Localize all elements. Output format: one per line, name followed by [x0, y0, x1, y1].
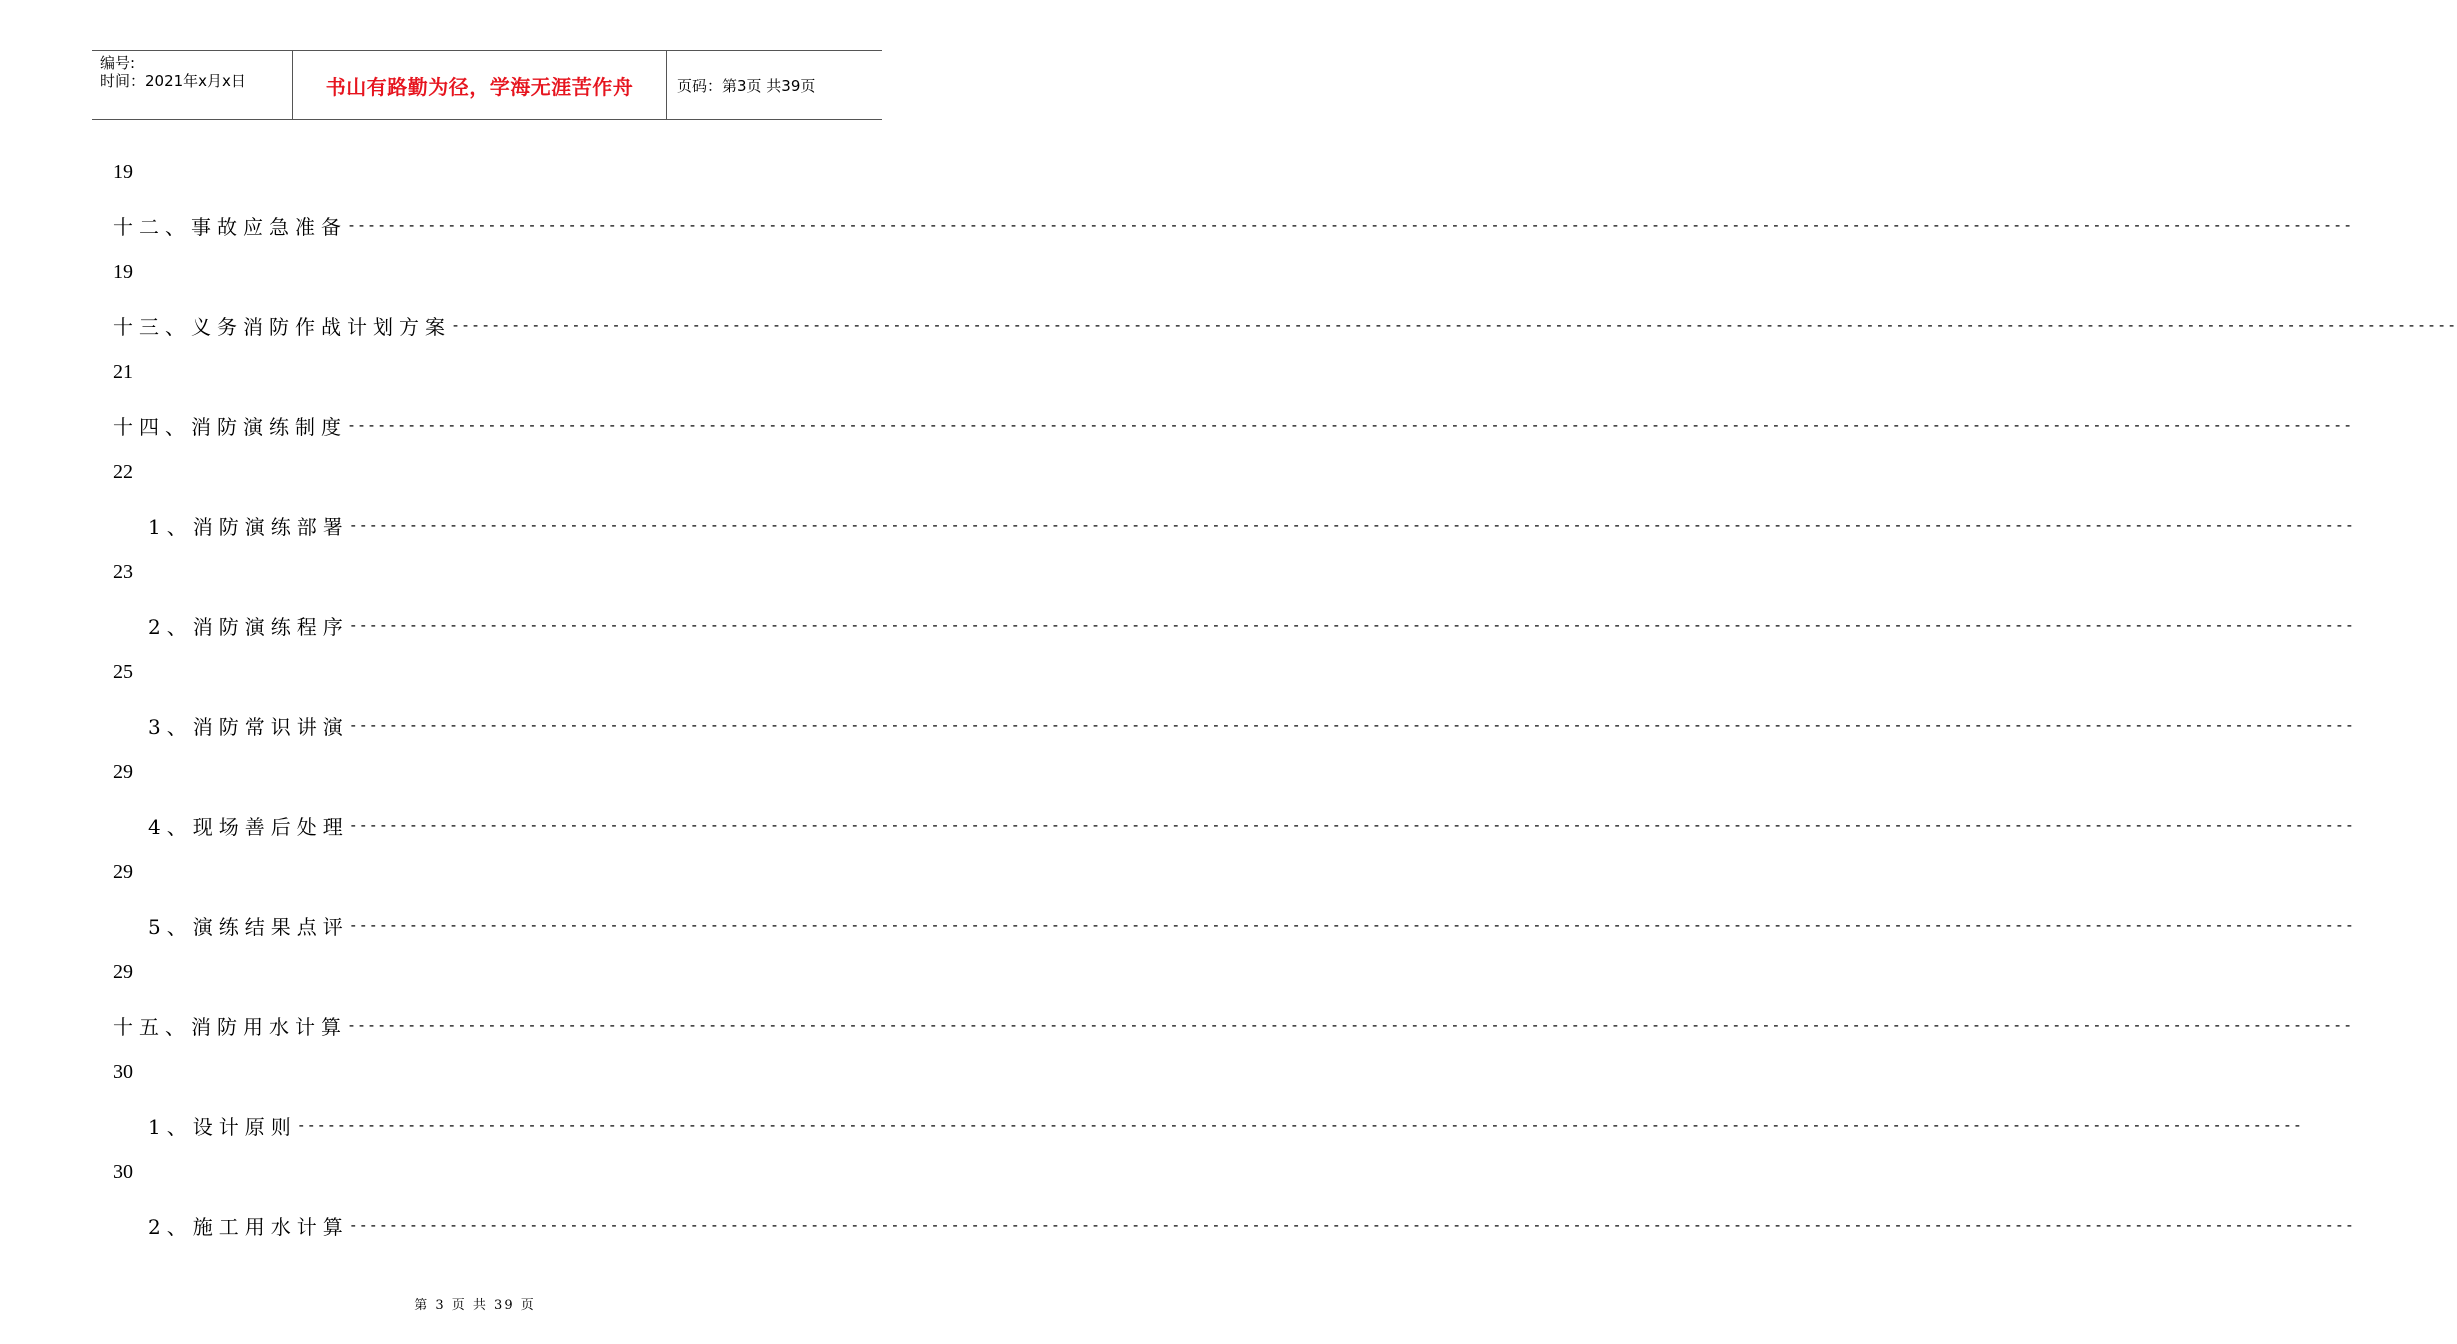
- toc-leader-dashes: --------------------------------------------------------------------------------------------------------------------------------------------------------------------------------------------------------: [296, 1116, 2303, 1134]
- toc-page-number: 29: [113, 761, 133, 783]
- toc-page-number: 22: [113, 461, 133, 483]
- toc-entry-title: 2、消防演练程序: [148, 614, 349, 639]
- time-label: 时间：2021年x月x日: [100, 72, 246, 90]
- toc-row: [0, 700, 2355, 750]
- toc-entry[interactable]: [113, 210, 2354, 240]
- toc-row: [0, 1150, 950, 1200]
- toc-entry[interactable]: [113, 310, 2457, 340]
- toc-leader-dashes: --------------------------------------------------------------------------------------------------------------------------------------------------------------------------------------------------------: [348, 716, 2355, 734]
- toc-entry-title: 4、现场善后处理: [148, 814, 349, 839]
- toc-leader-dashes: --------------------------------------------------------------------------------------------------------------------------------------------------------------------------------------------------------: [347, 416, 2354, 434]
- toc-page-number: 23: [113, 561, 133, 583]
- toc-entry[interactable]: [113, 1010, 2354, 1040]
- toc-leader-dashes: --------------------------------------------------------------------------------------------------------------------------------------------------------------------------------------------------------: [348, 516, 2355, 534]
- toc-entry[interactable]: [148, 910, 2355, 940]
- toc-row: [0, 300, 2457, 350]
- toc-row: [0, 800, 2355, 850]
- toc-entry[interactable]: [148, 710, 2355, 740]
- toc-entry[interactable]: [148, 1110, 2303, 1140]
- toc-page-number: 19: [113, 261, 133, 283]
- toc-page-number: 29: [113, 961, 133, 983]
- toc-row: [0, 500, 2355, 550]
- toc-row: [0, 600, 2355, 650]
- toc-page-number: 21: [113, 361, 133, 383]
- toc-row: [0, 350, 950, 400]
- toc-row: [0, 450, 950, 500]
- toc-entry[interactable]: [148, 810, 2355, 840]
- table-of-contents: [0, 150, 2457, 1250]
- toc-entry-title: 1、设计原则: [148, 1114, 297, 1139]
- header-meta: [92, 51, 292, 119]
- page-header: [92, 50, 882, 120]
- toc-row: [0, 1200, 2355, 1250]
- toc-row: [0, 750, 950, 800]
- toc-leader-dashes: --------------------------------------------------------------------------------------------------------------------------------------------------------------------------------------------------------: [348, 616, 2355, 634]
- header-motto: 书山有路勤为径，学海无涯苦作舟: [292, 51, 667, 119]
- toc-row: [0, 550, 950, 600]
- toc-entry-title: 1、消防演练部署: [148, 514, 349, 539]
- toc-entry-title: 十五、消防用水计算: [113, 1014, 347, 1039]
- toc-row: [0, 1050, 950, 1100]
- toc-page-number: 19: [113, 161, 133, 183]
- toc-page-number: 30: [113, 1161, 133, 1183]
- toc-entry[interactable]: [148, 1210, 2355, 1240]
- toc-entry-title: 十四、消防演练制度: [113, 414, 347, 439]
- toc-entry-title: 3、消防常识讲演: [148, 714, 349, 739]
- toc-row: [0, 200, 2354, 250]
- toc-page-number: 30: [113, 1061, 133, 1083]
- toc-leader-dashes: --------------------------------------------------------------------------------------------------------------------------------------------------------------------------------------------------------: [348, 816, 2355, 834]
- toc-entry[interactable]: [148, 610, 2355, 640]
- toc-row: [0, 850, 950, 900]
- toc-row: [0, 250, 950, 300]
- toc-entry[interactable]: [113, 410, 2354, 440]
- toc-row: [0, 1000, 2354, 1050]
- toc-entry-title: 十三、义务消防作战计划方案: [113, 314, 451, 339]
- toc-row: [0, 650, 950, 700]
- toc-page-number: 29: [113, 861, 133, 883]
- toc-entry-title: 十二、事故应急准备: [113, 214, 347, 239]
- toc-row: [0, 1100, 2303, 1150]
- toc-entry-title: 2、施工用水计算: [148, 1214, 349, 1239]
- toc-page-number: 25: [113, 661, 133, 683]
- header-page-label: 页码：第3页 共39页: [677, 76, 816, 95]
- toc-entry[interactable]: [148, 510, 2355, 540]
- toc-entry-title: 5、演练结果点评: [148, 914, 349, 939]
- toc-leader-dashes: --------------------------------------------------------------------------------------------------------------------------------------------------------------------------------------------------------: [347, 216, 2354, 234]
- toc-row: [0, 400, 2354, 450]
- toc-row: [0, 950, 950, 1000]
- page-footer: 第 3 页 共 39 页: [414, 1298, 536, 1313]
- toc-leader-dashes: --------------------------------------------------------------------------------------------------------------------------------------------------------------------------------------------------------: [347, 1016, 2354, 1034]
- toc-leader-dashes: --------------------------------------------------------------------------------------------------------------------------------------------------------------------------------------------------------: [348, 1216, 2355, 1234]
- toc-leader-dashes: --------------------------------------------------------------------------------------------------------------------------------------------------------------------------------------------------------: [348, 916, 2355, 934]
- toc-row: [0, 150, 950, 200]
- toc-leader-dashes: --------------------------------------------------------------------------------------------------------------------------------------------------------------------------------------------------------: [451, 316, 2457, 334]
- code-label: 编号:: [100, 54, 136, 72]
- toc-row: [0, 900, 2355, 950]
